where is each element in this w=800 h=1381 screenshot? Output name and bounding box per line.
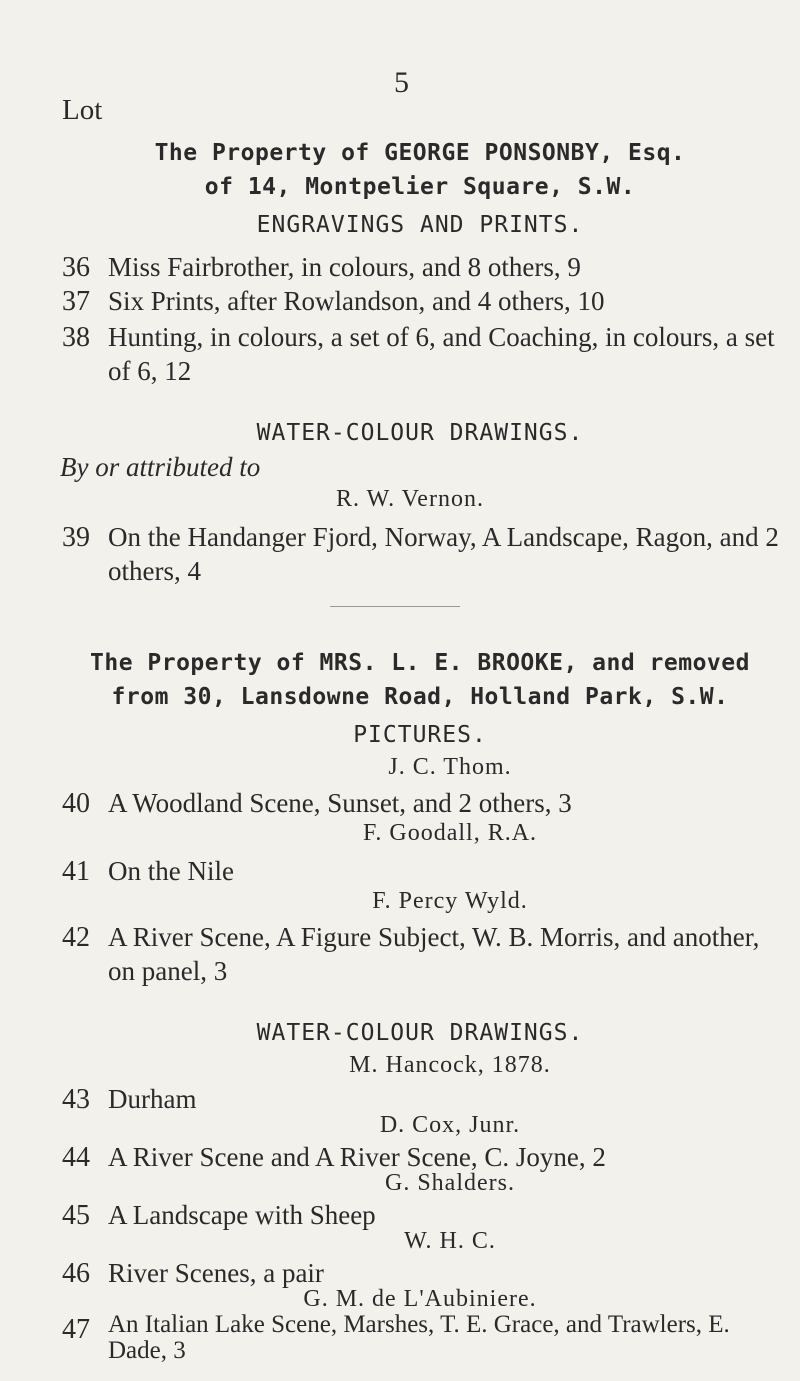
category-heading: PICTURES. (353, 722, 487, 748)
category-heading: ENGRAVINGS AND PRINTS. (256, 212, 584, 238)
lot-description: An Italian Lake Scene, Marshes, T. E. Grace, and Trawlers, E. Dade, 3 (108, 1311, 730, 1364)
section-divider (330, 606, 460, 607)
lot-description: On the Nile (108, 856, 234, 886)
lot-number: 47 (62, 1314, 90, 1345)
owner-heading: The Property of MRS. L. E. BROOKE, and removed (90, 650, 750, 676)
artist-name: R. W. Vernon. (336, 486, 484, 512)
lot-number: 37 (62, 286, 90, 317)
lot-description: On the Handanger Fjord, Norway, A Landscape, Ragon, and 2 others, 4 (108, 522, 779, 586)
lot-description: A River Scene, A Figure Subject, W. B. Morris, and another, on panel, 3 (108, 922, 760, 986)
lot-description: Durham (108, 1084, 197, 1114)
lot-column-header: Lot (62, 94, 103, 126)
artist-name: J. C. Thom. (388, 754, 512, 780)
artist-name: M. Hancock, 1878. (349, 1052, 551, 1078)
lot-number: 44 (62, 1142, 90, 1173)
owner-heading: The Property of GEORGE PONSONBY, Esq. (154, 140, 686, 166)
owner-address: of 14, Montpelier Square, S.W. (204, 174, 636, 200)
lot-number: 39 (62, 522, 90, 553)
lot-description: A River Scene and A River Scene, C. Joyne, 2 (108, 1142, 606, 1172)
lot-description: Hunting, in colours, a set of 6, and Coaching, in colours, a set of 6, 12 (108, 322, 775, 386)
lot-number: 46 (62, 1258, 90, 1289)
lot-description: Miss Fairbrother, in colours, and 8 others, 9 (108, 252, 581, 282)
lot-number: 42 (62, 922, 90, 953)
lot-description: A Landscape with Sheep (108, 1200, 376, 1230)
artist-name: G. M. de L'Aubiniere. (303, 1286, 537, 1312)
category-heading: WATER-COLOUR DRAWINGS. (256, 1020, 584, 1046)
lot-description: A Woodland Scene, Sunset, and 2 others, 3 (108, 788, 572, 818)
lot-number: 43 (62, 1084, 90, 1115)
lot-number: 41 (62, 856, 90, 887)
lot-description: River Scenes, a pair (108, 1258, 324, 1288)
category-heading: WATER-COLOUR DRAWINGS. (256, 420, 584, 446)
artist-name: F. Percy Wyld. (372, 888, 528, 914)
artist-name: F. Goodall, R.A. (362, 820, 538, 846)
artist-name: D. Cox, Junr. (379, 1112, 521, 1138)
lot-description: Six Prints, after Rowlandson, and 4 others, 10 (108, 286, 605, 316)
lot-number: 36 (62, 252, 90, 283)
owner-address: from 30, Lansdowne Road, Holland Park, S.W. (111, 684, 729, 710)
lot-number: 45 (62, 1200, 90, 1231)
page-number: 5 (394, 66, 409, 99)
attribution-note: By or attributed to (60, 452, 261, 482)
lot-number: 38 (62, 322, 90, 353)
artist-name: W. H. C. (404, 1228, 496, 1254)
artist-name: G. Shalders. (385, 1170, 515, 1196)
lot-number: 40 (62, 788, 90, 819)
